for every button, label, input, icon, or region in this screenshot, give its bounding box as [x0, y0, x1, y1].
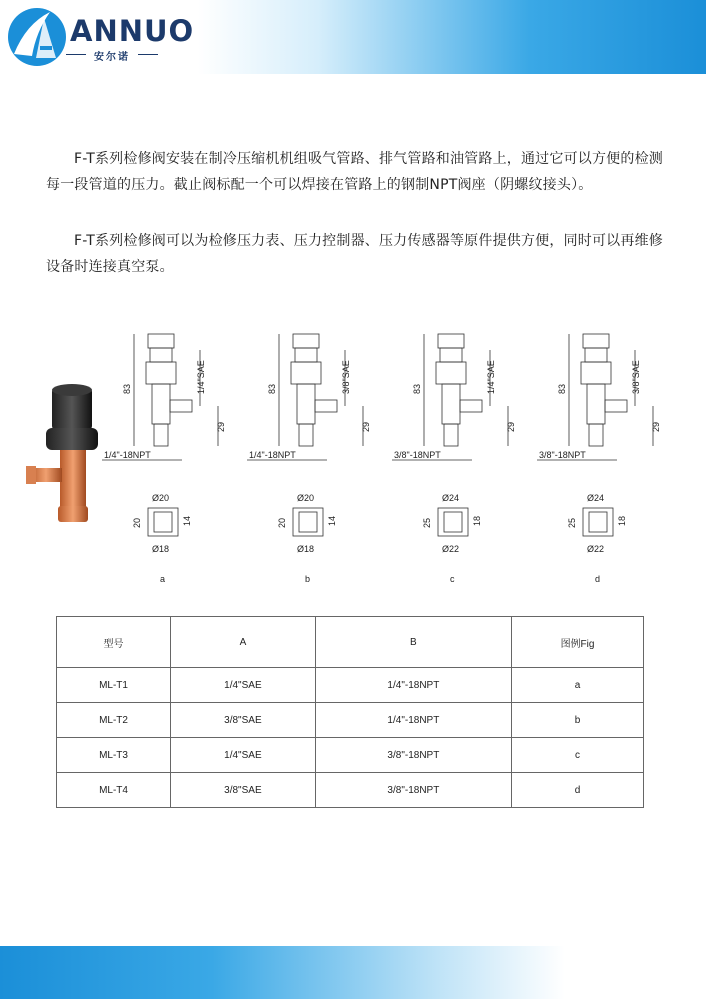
- valve-nut: [291, 362, 321, 384]
- valve-stem: [585, 348, 607, 362]
- figure-caption: a: [160, 574, 166, 584]
- brand-name: ANNUO: [70, 14, 195, 48]
- cell-fig: b: [512, 703, 644, 738]
- footer-banner: [0, 946, 706, 999]
- valve-nut: [581, 362, 611, 384]
- seat-top-diameter: Ø24: [587, 493, 605, 503]
- valve-body: [587, 384, 605, 424]
- description-paragraph-1: F-T系列检修阀安装在制冷压缩机机组吸气管路、排气管路和油管路上，通过它可以方便的检测每一段管道的压力。截止阀标配一个可以焊接在管路上的钢制NPT阀座（阴螺纹接头）。: [46, 151, 663, 193]
- valve-nut: [146, 362, 176, 384]
- seat-bottom-diameter: Ø18: [297, 544, 315, 554]
- table-row: [57, 703, 644, 738]
- drawing-b: [247, 334, 371, 584]
- seat-left-height: 20: [277, 517, 287, 528]
- col-header-fig: 图例Fig: [512, 617, 644, 668]
- dim-lower-label: 29: [216, 421, 226, 432]
- cell-fig: d: [512, 773, 644, 808]
- seat-top-diameter: Ø20: [152, 493, 170, 503]
- seat-bottom-diameter: Ø22: [442, 544, 460, 554]
- npt-thread: [299, 424, 313, 446]
- dim-height-label: 83: [122, 383, 132, 394]
- cell-model: ML-T1: [57, 668, 171, 703]
- seat-right-height: 14: [327, 515, 337, 526]
- figure-caption: b: [305, 574, 311, 584]
- cell-model: ML-T2: [57, 703, 171, 738]
- seat-bottom-diameter: Ø18: [152, 544, 170, 554]
- cell-model: ML-T3: [57, 738, 171, 773]
- thread-label: 1/4"-18NPT: [104, 450, 151, 460]
- col-header-b: B: [315, 617, 511, 668]
- cell-a: 1/4"SAE: [171, 738, 316, 773]
- thread-label: 3/8"-18NPT: [394, 450, 441, 460]
- seat-right-height: 14: [182, 515, 192, 526]
- dim-height-label: 83: [557, 383, 567, 394]
- figure-caption: c: [450, 574, 455, 584]
- valve-cap: [438, 334, 464, 348]
- annuo-logo: [6, 4, 206, 70]
- seat-right-height: 18: [472, 515, 482, 526]
- flare-port: [605, 400, 627, 412]
- valve-cap: [293, 334, 319, 348]
- drawing-c: [392, 334, 516, 584]
- cell-b: 1/4"-18NPT: [315, 703, 511, 738]
- dim-flare-label: 3/8"SAE: [631, 360, 641, 394]
- seat-bottom-diameter: Ø22: [587, 544, 605, 554]
- technical-drawings: [100, 320, 700, 600]
- cell-a: 1/4"SAE: [171, 668, 316, 703]
- dim-lower-label: 29: [506, 421, 516, 432]
- valve-cap: [583, 334, 609, 348]
- seat-top-diameter: Ø20: [297, 493, 315, 503]
- description-paragraph-2: F-T系列检修阀可以为检修压力表、压力控制器、压力传感器等原件提供方便，同时可以再维修设备时连接真空泵。: [46, 233, 663, 275]
- cell-model: ML-T4: [57, 773, 171, 808]
- cell-b: 1/4"-18NPT: [315, 668, 511, 703]
- dim-height-label: 83: [267, 383, 277, 394]
- table-row: [57, 738, 644, 773]
- seat-bore: [444, 512, 462, 532]
- figure-caption: d: [595, 574, 601, 584]
- dim-flare-label: 1/4"SAE: [486, 360, 496, 394]
- valve-body: [152, 384, 170, 424]
- cell-a: 3/8"SAE: [171, 773, 316, 808]
- cell-fig: a: [512, 668, 644, 703]
- valve-body: [442, 384, 460, 424]
- seat-right-height: 18: [617, 515, 627, 526]
- seat-bore: [154, 512, 172, 532]
- spec-table: [56, 616, 644, 808]
- thread-label: 1/4"-18NPT: [249, 450, 296, 460]
- dim-flare-label: 1/4"SAE: [196, 360, 206, 394]
- cell-b: 3/8"-18NPT: [315, 738, 511, 773]
- valve-stem: [295, 348, 317, 362]
- col-header-model: 型号: [57, 617, 171, 668]
- drawing-a: [102, 334, 226, 584]
- flare-port: [460, 400, 482, 412]
- cell-a: 3/8"SAE: [171, 703, 316, 738]
- seat-left-height: 20: [132, 517, 142, 528]
- flare-port: [170, 400, 192, 412]
- valve-nut: [436, 362, 466, 384]
- seat-bore: [589, 512, 607, 532]
- table-row: [57, 668, 644, 703]
- table-row: [57, 773, 644, 808]
- seat-left-height: 25: [422, 517, 432, 528]
- seat-bore: [299, 512, 317, 532]
- cell-b: 3/8"-18NPT: [315, 773, 511, 808]
- valve-stem: [150, 348, 172, 362]
- seat-left-height: 25: [567, 517, 577, 528]
- dim-height-label: 83: [412, 383, 422, 394]
- brand-subtitle: 安尔诺: [70, 48, 154, 63]
- thread-label: 3/8"-18NPT: [539, 450, 586, 460]
- valve-cap: [148, 334, 174, 348]
- npt-thread: [589, 424, 603, 446]
- dim-lower-label: 29: [361, 421, 371, 432]
- header-banner: [0, 0, 706, 74]
- cell-fig: c: [512, 738, 644, 773]
- dim-lower-label: 29: [651, 421, 661, 432]
- table-header-row: [57, 617, 644, 668]
- logo-emblem-icon: [6, 4, 68, 70]
- valve-body: [297, 384, 315, 424]
- npt-thread: [154, 424, 168, 446]
- npt-thread: [444, 424, 458, 446]
- dim-flare-label: 3/8"SAE: [341, 360, 351, 394]
- valve-stem: [440, 348, 462, 362]
- seat-top-diameter: Ø24: [442, 493, 460, 503]
- drawing-d: [537, 334, 661, 584]
- col-header-a: A: [171, 617, 316, 668]
- flare-port: [315, 400, 337, 412]
